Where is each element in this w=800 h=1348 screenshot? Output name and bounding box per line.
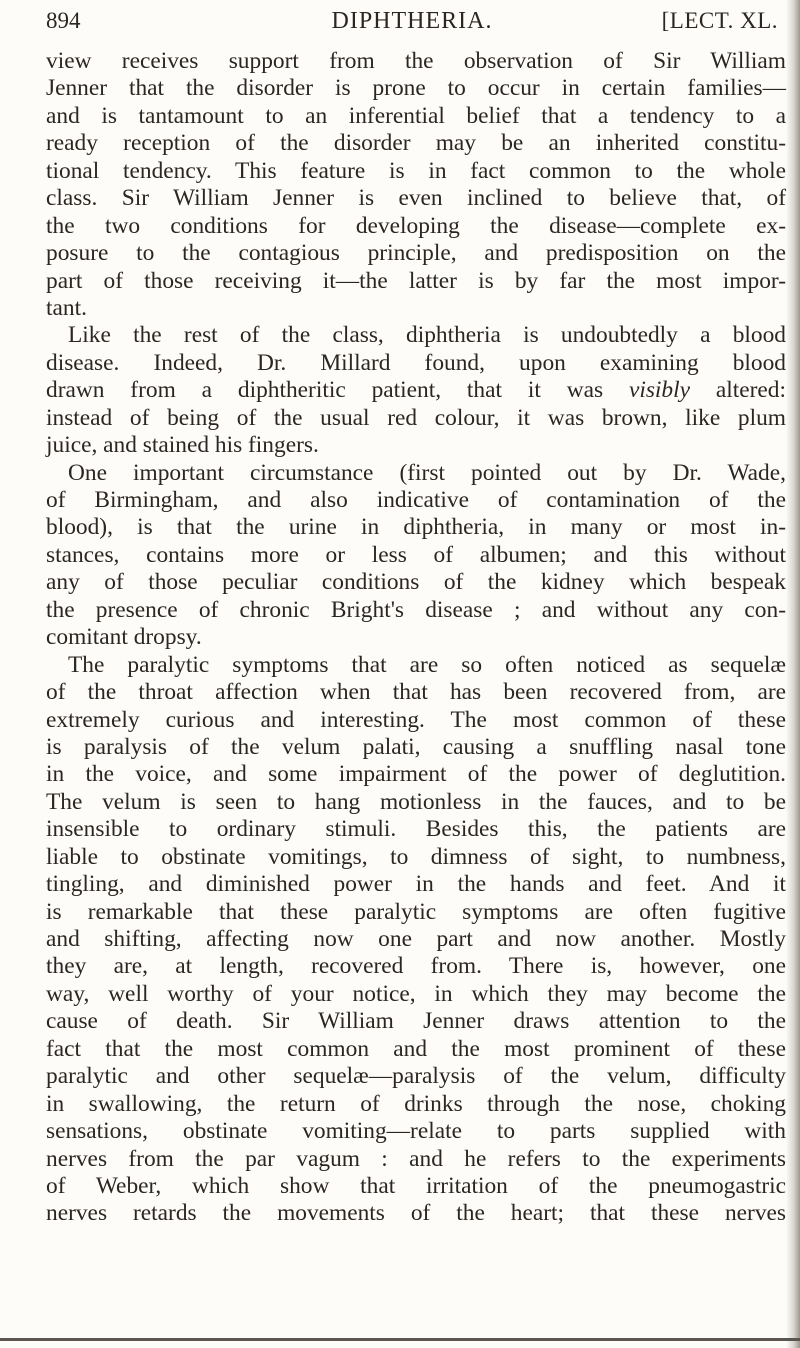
text-line: disease. Indeed, Dr. Millard found, upon examining blood xyxy=(46,349,786,376)
bottom-rule xyxy=(0,1338,800,1341)
text-line: liable to obstinate vomitings, to dimness of sight, to numbness, xyxy=(46,843,786,870)
text-line xyxy=(46,377,786,404)
text-line: fact that the most common and the most prominent of these xyxy=(46,1035,786,1062)
body-text xyxy=(46,48,786,1228)
text-line: Jenner that the disorder is prone to occur in certain families— xyxy=(46,75,786,102)
text-line: instead of being of the usual red colour, it was brown, like plum xyxy=(46,404,786,431)
text-line: Like the rest of the class, diphtheria is undoubtedly a blood xyxy=(68,322,786,349)
text-line: of Weber, which show that irritation of the pneumogastric xyxy=(46,1172,786,1199)
text-line: The velum is seen to hang motionless in the fauces, and to be xyxy=(46,788,786,815)
text-line: is paralysis of the velum palati, causing a snuffling nasal tone xyxy=(46,733,786,760)
text-line: One important circumstance (first pointed out by Dr. Wade, xyxy=(68,459,786,486)
text-line: juice, and stained his fingers. xyxy=(46,432,319,459)
running-header xyxy=(46,8,778,44)
text-line: nerves from the par vagum : and he refers to the experiments xyxy=(46,1145,786,1172)
text-line: in the voice, and some impairment of the power of deglutition. xyxy=(46,761,786,788)
text-line: part of those receiving it—the latter is by far the most impor- xyxy=(46,267,786,294)
text-line: extremely curious and interesting. The most common of these xyxy=(46,706,786,733)
text-line: way, well worthy of your notice, in which they may become the xyxy=(46,980,786,1007)
text-line: and is tantamount to an inferential belief that a tendency to a xyxy=(46,102,786,129)
text-line: stances, contains more or less of albumen; and this without xyxy=(46,541,786,568)
text-line: any of those peculiar conditions of the kidney which bespeak xyxy=(46,569,786,596)
text-line: the presence of chronic Bright's disease ; and without any con- xyxy=(46,596,786,623)
text-line: comitant dropsy. xyxy=(46,624,202,651)
text-segment: drawn from a diphtheritic patient, that it was xyxy=(46,377,629,404)
text-line: posure to the contagious principle, and predisposition on the xyxy=(46,240,786,267)
text-line: they are, at length, recovered from. There is, however, one xyxy=(46,953,786,980)
text-line: cause of death. Sir William Jenner draws attention to the xyxy=(46,1008,786,1035)
lecture-label: [LECT. XL. xyxy=(661,8,778,33)
text-line: ready reception of the disorder may be an inherited constitu- xyxy=(46,130,786,157)
text-line: and shifting, affecting now one part and now another. Mostly xyxy=(46,926,786,952)
text-line: of Birmingham, and also indicative of contamination of the xyxy=(46,487,786,513)
text-line: nerves retards the movements of the heart; that these nerves xyxy=(46,1200,786,1227)
page-edge-shadow xyxy=(786,0,800,1348)
text-line: tant. xyxy=(46,294,87,321)
text-line: the two conditions for developing the disease—complete ex- xyxy=(46,212,786,239)
text-line: of the throat affection when that has been recovered from, are xyxy=(46,679,786,706)
text-line: in swallowing, the return of drinks through the nose, choking xyxy=(46,1090,786,1117)
page-number: 894 xyxy=(46,8,81,33)
text-line: paralytic and other sequelæ—paralysis of the velum, difficulty xyxy=(46,1063,786,1090)
text-line: tingling, and diminished power in the hands and feet. And it xyxy=(46,871,786,898)
text-segment: altered: xyxy=(690,377,787,404)
text-line: sensations, obstinate vomiting—relate to parts supplied with xyxy=(46,1118,786,1145)
text-line: view receives support from the observation of Sir William xyxy=(46,48,786,74)
text-line: class. Sir William Jenner is even inclined to believe that, of xyxy=(46,185,786,212)
text-line: The paralytic symptoms that are so often noticed as sequelæ xyxy=(68,651,786,678)
text-line: tional tendency. This feature is in fact common to the whole xyxy=(46,157,786,184)
text-line: insensible to ordinary stimuli. Besides this, the patients are xyxy=(46,816,786,843)
text-line: blood), is that the urine in diphtheria, in many or most in- xyxy=(46,514,786,541)
text-line: is remarkable that these paralytic symptoms are often fugitive xyxy=(46,898,786,925)
italic-word: visibly xyxy=(628,377,691,404)
running-title: DIPHTHERIA. xyxy=(331,8,493,34)
